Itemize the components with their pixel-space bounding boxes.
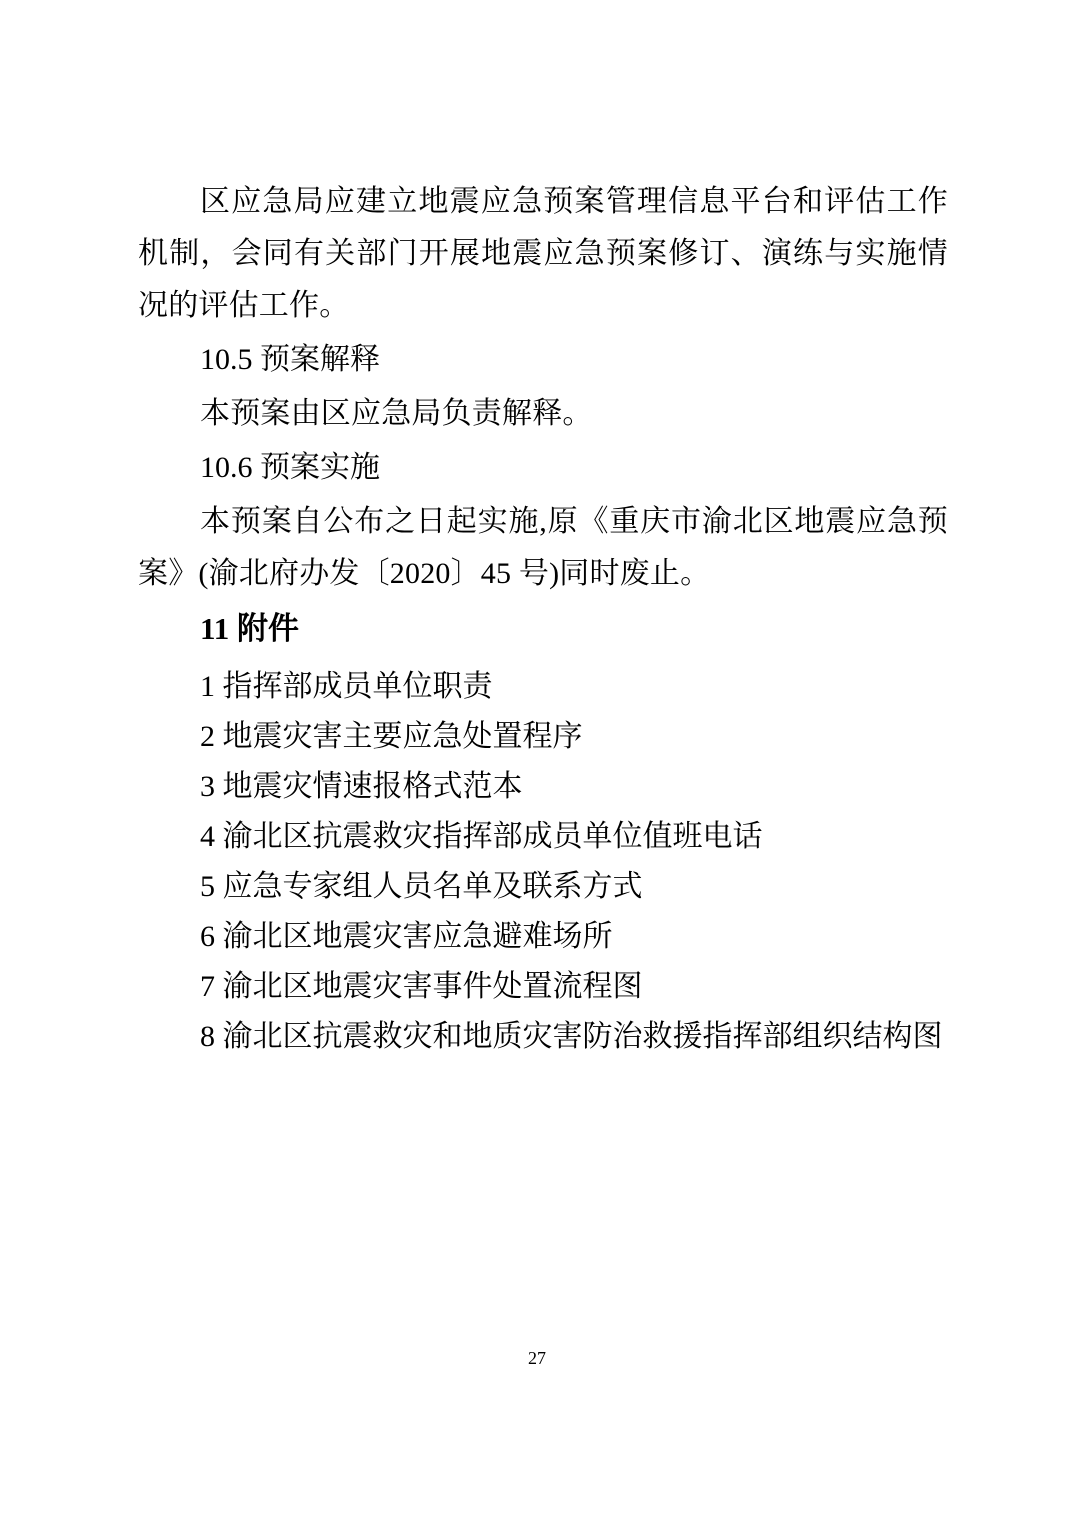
attachment-list-item: 8 渝北区抗震救灾和地质灾害防治救援指挥部组织结构图 <box>200 1020 943 1053</box>
page-content <box>138 176 948 1062</box>
paragraph-management-platform: 区应急局应建立地震应急预案管理信息平台和评估工作机制，会同有关部门开展地震应急预案修订、演练与实施情况的评估工作。 <box>138 185 948 322</box>
attachment-list-item: 3 地震灾情速报格式范本 <box>200 770 523 803</box>
attachment-list-item: 5 应急专家组人员名单及联系方式 <box>200 870 643 903</box>
paragraph-implementation-body: 本预案自公布之日起实施,原《重庆市渝北区地震应急预案》(渝北府办发〔2020〕45 号)同时废止。 <box>138 505 948 590</box>
attachment-list-item: 7 渝北区地震灾害事件处置流程图 <box>200 970 643 1003</box>
paragraph-interpretation-body: 本预案由区应急局负责解释。 <box>200 397 593 430</box>
attachment-list-item: 6 渝北区地震灾害应急避难场所 <box>200 920 613 953</box>
attachment-list-item: 4 渝北区抗震救灾指挥部成员单位值班电话 <box>200 820 763 853</box>
page-number: 27 <box>528 1348 546 1368</box>
attachment-list-item: 1 指挥部成员单位职责 <box>200 670 493 703</box>
attachment-list-item: 2 地震灾害主要应急处置程序 <box>200 720 583 753</box>
heading-10-5-interpretation: 10.5 预案解释 <box>200 343 380 376</box>
heading-11-attachments: 11 附件 <box>200 611 300 646</box>
heading-10-6-implementation: 10.6 预案实施 <box>200 451 380 484</box>
